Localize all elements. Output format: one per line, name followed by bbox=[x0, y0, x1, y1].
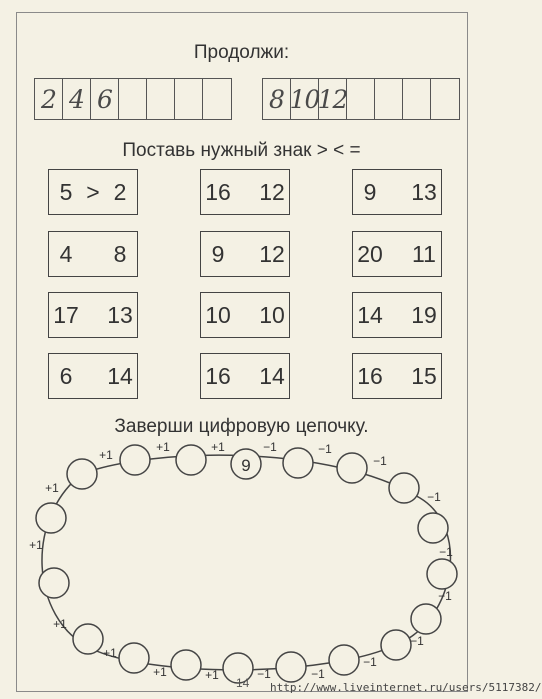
chain-step-label: −1 bbox=[373, 454, 387, 468]
chain-node[interactable] bbox=[381, 630, 411, 660]
comparison-right-number: 19 bbox=[411, 301, 437, 328]
watermark-url: http://www.liveinternet.ru/users/5117382/ bbox=[270, 681, 542, 694]
chain-node[interactable] bbox=[427, 559, 457, 589]
chain-node[interactable] bbox=[411, 604, 441, 634]
comparison-box[interactable] bbox=[48, 169, 138, 215]
chain-start-value: 9 bbox=[241, 456, 251, 475]
chain-node[interactable] bbox=[276, 652, 306, 682]
comparison-box[interactable] bbox=[200, 353, 290, 399]
chain-step-label: +1 bbox=[53, 617, 67, 631]
chain-step-label: +1 bbox=[103, 646, 117, 660]
chain-step-label: +1 bbox=[153, 665, 167, 679]
number-chain bbox=[0, 438, 483, 683]
comparison-box[interactable] bbox=[200, 292, 290, 338]
sequence-cell[interactable] bbox=[175, 79, 203, 119]
chain-step-label: +1 bbox=[29, 538, 43, 552]
comparison-left-number: 16 bbox=[205, 178, 231, 205]
sequence-cell[interactable] bbox=[431, 79, 459, 119]
chain-node[interactable] bbox=[39, 568, 69, 598]
comparison-left-number: 16 bbox=[205, 362, 231, 389]
comparison-right-number: 2 bbox=[113, 178, 127, 205]
chain-node[interactable] bbox=[329, 645, 359, 675]
sequence-cell[interactable] bbox=[403, 79, 431, 119]
chain-node[interactable] bbox=[176, 445, 206, 475]
comparison-box[interactable] bbox=[200, 231, 290, 277]
chain-node[interactable] bbox=[389, 473, 419, 503]
comparison-sign[interactable]: > bbox=[86, 178, 100, 205]
comparison-left-number: 6 bbox=[59, 362, 73, 389]
sequence-cell[interactable]: 6 bbox=[91, 79, 119, 119]
chain-step-label: +1 bbox=[205, 668, 219, 682]
sequence-row-2 bbox=[262, 78, 460, 120]
chain-node[interactable] bbox=[73, 624, 103, 654]
chain-node[interactable] bbox=[283, 448, 313, 478]
sequence-cell[interactable] bbox=[147, 79, 175, 119]
chain-step-label: +1 bbox=[211, 440, 225, 454]
continue-title: Продолжи: bbox=[193, 42, 290, 63]
comparison-right-number: 13 bbox=[107, 301, 133, 328]
chain-step-label: +1 bbox=[45, 481, 59, 495]
chain-step-label: +1 bbox=[156, 440, 170, 454]
chain-node[interactable] bbox=[171, 650, 201, 680]
comparison-left-number: 20 bbox=[357, 240, 383, 267]
comparison-left-number: 16 bbox=[357, 362, 383, 389]
comparison-right-number: 13 bbox=[411, 178, 437, 205]
comparison-right-number: 14 bbox=[259, 362, 285, 389]
comparison-box[interactable] bbox=[48, 231, 138, 277]
sequence-cell[interactable] bbox=[203, 79, 231, 119]
chain-step-label: −1 bbox=[257, 667, 271, 681]
chain-step-label: −1 bbox=[311, 667, 325, 681]
sequence-cell[interactable]: 4 bbox=[63, 79, 91, 119]
chain-title: Заверши цифровую цепочку. bbox=[114, 416, 369, 437]
sequence-cell[interactable]: 10 bbox=[291, 79, 319, 119]
chain-node[interactable] bbox=[120, 445, 150, 475]
sequence-cell[interactable]: 2 bbox=[35, 79, 63, 119]
comparison-box[interactable] bbox=[200, 169, 290, 215]
chain-step-label: −1 bbox=[438, 589, 452, 603]
comparison-left-number: 5 bbox=[59, 178, 73, 205]
comparison-box[interactable] bbox=[352, 231, 442, 277]
sequence-cell[interactable] bbox=[347, 79, 375, 119]
page-number: 14 bbox=[236, 676, 250, 690]
chain-step-label: −1 bbox=[363, 655, 377, 669]
chain-step-label: −1 bbox=[410, 634, 424, 648]
comparison-right-number: 10 bbox=[259, 301, 285, 328]
compare-title: Поставь нужный знак > < = bbox=[122, 140, 361, 161]
comparison-left-number: 9 bbox=[363, 178, 377, 205]
chain-step-label: −1 bbox=[318, 442, 332, 456]
sequence-row-1 bbox=[34, 78, 232, 120]
sequence-cell[interactable]: 8 bbox=[263, 79, 291, 119]
comparison-right-number: 12 bbox=[259, 178, 285, 205]
comparison-right-number: 12 bbox=[259, 240, 285, 267]
comparison-left-number: 10 bbox=[205, 301, 231, 328]
chain-node[interactable] bbox=[119, 643, 149, 673]
chain-node[interactable] bbox=[36, 503, 66, 533]
chain-step-label: −1 bbox=[263, 440, 277, 454]
comparison-box[interactable] bbox=[352, 353, 442, 399]
comparison-box[interactable] bbox=[352, 292, 442, 338]
comparison-box[interactable] bbox=[48, 353, 138, 399]
chain-node[interactable] bbox=[67, 459, 97, 489]
comparison-right-number: 14 bbox=[107, 362, 133, 389]
chain-node[interactable] bbox=[418, 513, 448, 543]
comparison-right-number: 8 bbox=[113, 240, 127, 267]
chain-step-label: −1 bbox=[427, 490, 441, 504]
chain-step-label: +1 bbox=[99, 448, 113, 462]
comparison-right-number: 11 bbox=[412, 240, 436, 267]
sequence-cell[interactable] bbox=[375, 79, 403, 119]
comparison-box[interactable] bbox=[48, 292, 138, 338]
comparison-right-number: 15 bbox=[411, 362, 437, 389]
sequence-cell[interactable] bbox=[119, 79, 147, 119]
comparison-left-number: 17 bbox=[53, 301, 79, 328]
chain-step-label: −1 bbox=[439, 545, 453, 559]
comparison-left-number: 4 bbox=[59, 240, 73, 267]
comparison-box[interactable] bbox=[352, 169, 442, 215]
sequence-cell[interactable]: 12 bbox=[319, 79, 347, 119]
chain-node[interactable] bbox=[337, 453, 367, 483]
comparison-left-number: 9 bbox=[211, 240, 225, 267]
comparison-left-number: 14 bbox=[357, 301, 383, 328]
